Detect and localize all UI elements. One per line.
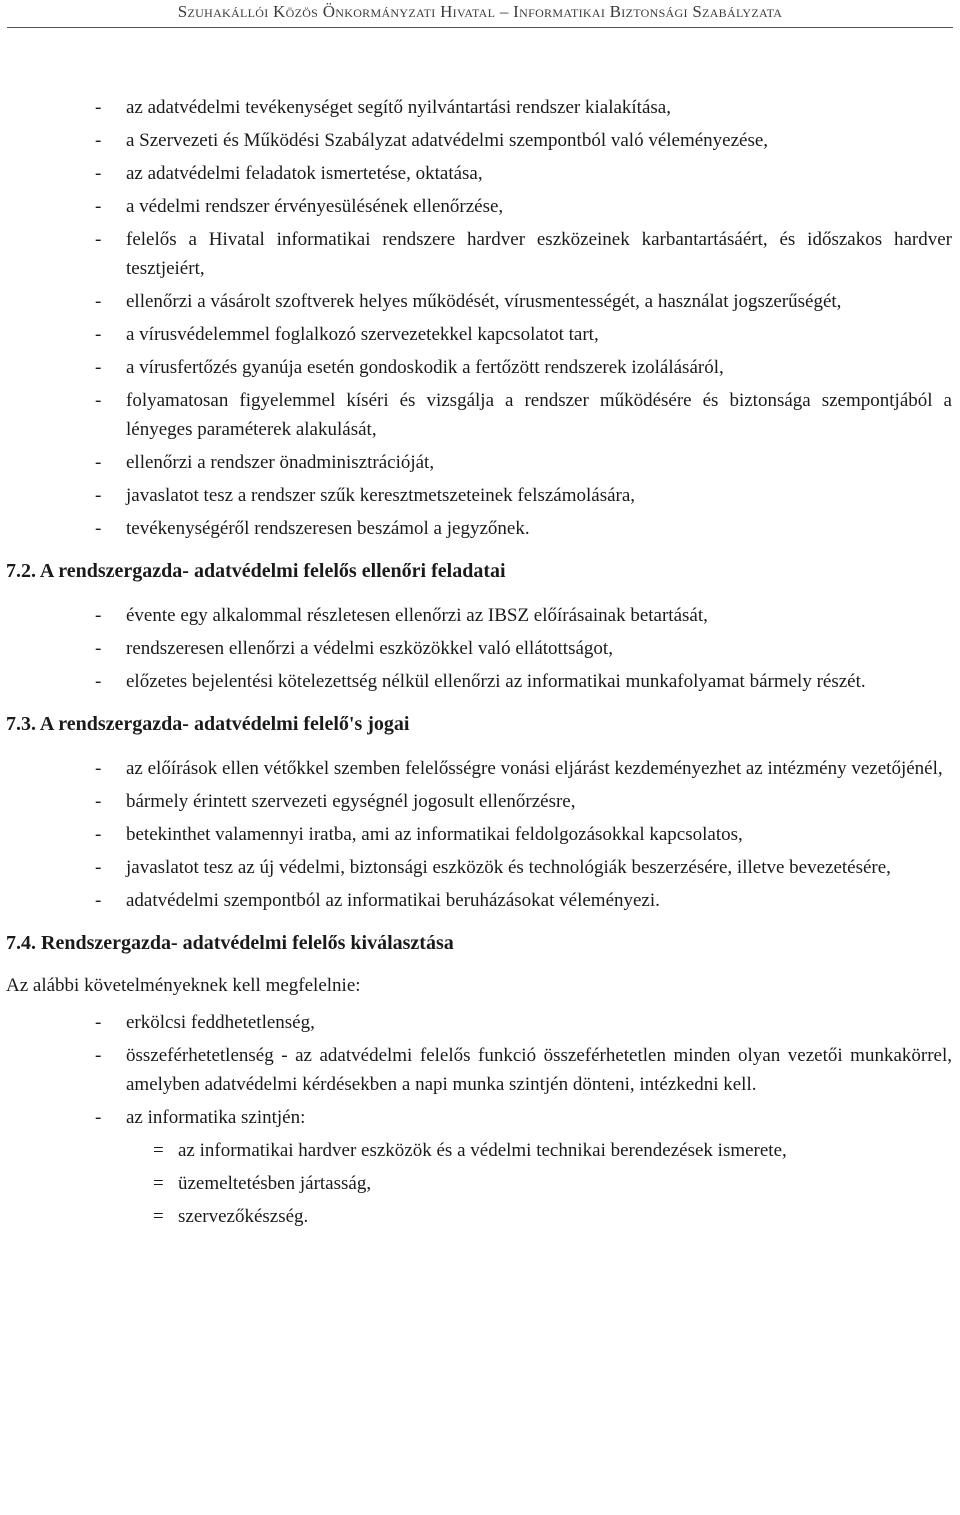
list-item-text: az előírások ellen vétőkkel szemben felelősségre vonási eljárást kezdeményezhet az intézmény vezetőjénél, — [126, 758, 943, 779]
sub-list-item-text: szervezőkészség. — [178, 1206, 309, 1227]
bullet-dash: - — [95, 196, 102, 217]
list-item-text: bármely érintett szervezeti egységnél jogosult ellenőrzésre, — [126, 791, 576, 812]
list-item — [0, 601, 960, 630]
list-item-text: betekinthet valamennyi iratba, ami az informatikai feldolgozásokkal kapcsolatos, — [126, 824, 743, 845]
list-item-text: az adatvédelmi feladatok ismertetése, oktatása, — [126, 163, 483, 184]
list-item-text: a védelmi rendszer érvényesülésének ellenőrzése, — [126, 196, 504, 217]
list-item — [0, 1008, 960, 1037]
bullet-dash: - — [95, 163, 102, 184]
sub-list-item-text: üzemeltetésben jártasság, — [178, 1173, 372, 1194]
section-intro: Az alábbi követelményeknek kell megfelelnie: — [6, 975, 361, 996]
list-7-2 — [0, 601, 960, 696]
list-item — [0, 1041, 960, 1099]
list-item-text: erkölcsi feddhetetlenség, — [126, 1012, 315, 1033]
bullet-dash: - — [95, 291, 102, 312]
list-item-text: a Szervezeti és Működési Szabályzat adatvédelmi szempontból való véleményezése, — [126, 130, 769, 151]
bullet-dash: - — [95, 671, 102, 692]
list-item-text: folyamatosan figyelemmel kíséri és vizsgálja a rendszer működésére és biztonsága szempontjából a lényeges paraméterek alakulását, — [126, 390, 952, 440]
list-item — [0, 225, 960, 283]
bullet-dash: - — [95, 1107, 102, 1128]
list-7-3 — [0, 754, 960, 915]
list-item — [0, 1103, 960, 1132]
list-item — [0, 93, 960, 122]
list-item — [0, 820, 960, 849]
page-header: Szuhakállói Közös Önkormányzati Hivatal – Informatikai Biztonsági Szabályzata — [177, 2, 783, 21]
list-item-text: felelős a Hivatal informatikai rendszere hardver eszközeinek karbantartásáért, és időszakos hardver tesztjeiért, — [126, 229, 952, 279]
list-item-text: ellenőrzi a rendszer önadminisztrációját, — [126, 452, 435, 473]
bullet-dash: - — [95, 357, 102, 378]
bullet-dash: - — [95, 452, 102, 473]
list-item-text: javaslatot tesz az új védelmi, biztonsági eszközök és technológiák beszerzésére, illetve bevezetésére, — [126, 857, 891, 878]
list-item-text: az adatvédelmi tevékenységet segítő nyilvántartási rendszer kialakítása, — [126, 97, 671, 118]
bullet-dash: - — [95, 1045, 102, 1066]
list-item — [0, 159, 960, 188]
list-item-text: tevékenységéről rendszeresen beszámol a jegyzőnek. — [126, 518, 530, 539]
sub-list-item-text: az informatikai hardver eszközök és a védelmi technikai berendezések ismerete, — [178, 1140, 787, 1161]
list-item — [0, 754, 960, 783]
list-item-text: rendszeresen ellenőrzi a védelmi eszközökkel való ellátottságot, — [126, 638, 613, 659]
list-7-1 — [0, 93, 960, 543]
section-heading-7-2: 7.2. A rendszergazda- adatvédelmi felelős ellenőri feladatai — [6, 560, 506, 582]
list-item — [0, 126, 960, 155]
header-divider — [7, 27, 953, 28]
bullet-dash: - — [95, 758, 102, 779]
sub-list-item — [0, 1136, 960, 1165]
bullet-dash: - — [95, 518, 102, 539]
section-heading-7-3: 7.3. A rendszergazda- adatvédelmi felelő's jogai — [6, 713, 410, 735]
list-item — [0, 481, 960, 510]
bullet-dash: - — [95, 857, 102, 878]
list-item — [0, 886, 960, 915]
bullet-dash: - — [95, 638, 102, 659]
bullet-dash: - — [95, 824, 102, 845]
list-item-text: javaslatot tesz a rendszer szűk keresztmetszeteinek felszámolására, — [126, 485, 636, 506]
list-item-text: évente egy alkalommal részletesen ellenőrzi az IBSZ előírásainak betartását, — [126, 605, 708, 626]
section-heading-7-4: 7.4. Rendszergazda- adatvédelmi felelős kiválasztása — [6, 932, 454, 954]
bullet-dash: - — [95, 390, 102, 411]
sub-list-item — [0, 1169, 960, 1198]
list-item — [0, 192, 960, 221]
list-item-text: előzetes bejelentési kötelezettség nélkül ellenőrzi az informatikai munkafolyamat bármely részét. — [126, 671, 866, 692]
list-item-text: a vírusfertőzés gyanúja esetén gondoskodik a fertőzött rendszerek izolálásáról, — [126, 357, 724, 378]
list-item — [0, 320, 960, 349]
bullet-equals: = — [153, 1173, 164, 1194]
list-item-text: adatvédelmi szempontból az informatikai beruházásokat véleményezi. — [126, 890, 660, 911]
bullet-dash: - — [95, 605, 102, 626]
bullet-dash: - — [95, 890, 102, 911]
bullet-dash: - — [95, 324, 102, 345]
document-body — [0, 93, 960, 1235]
list-item — [0, 667, 960, 696]
list-item-text: összeférhetetlenség - az adatvédelmi felelős funkció összeférhetetlen minden olyan vezetői munkakörrel, amelyben adatvédelmi kérdésekben a napi munka szintjén dönteni, intézkedni kell. — [126, 1045, 952, 1095]
list-item — [0, 287, 960, 316]
list-item — [0, 386, 960, 444]
list-item — [0, 787, 960, 816]
list-item — [0, 634, 960, 663]
sub-list-item — [0, 1202, 960, 1231]
bullet-equals: = — [153, 1206, 164, 1227]
list-item — [0, 514, 960, 543]
bullet-dash: - — [95, 485, 102, 506]
list-item — [0, 353, 960, 382]
list-item-text: az informatika szintjén: — [126, 1107, 306, 1128]
bullet-dash: - — [95, 97, 102, 118]
bullet-dash: - — [95, 130, 102, 151]
list-item-text: a vírusvédelemmel foglalkozó szervezetekkel kapcsolatot tart, — [126, 324, 599, 345]
list-item — [0, 853, 960, 882]
list-item-text: ellenőrzi a vásárolt szoftverek helyes működését, vírusmentességét, a használat jogszerűségét, — [126, 291, 842, 312]
list-7-4 — [0, 1008, 960, 1231]
bullet-dash: - — [95, 229, 102, 250]
bullet-dash: - — [95, 1012, 102, 1033]
bullet-equals: = — [153, 1140, 164, 1161]
list-item — [0, 448, 960, 477]
bullet-dash: - — [95, 791, 102, 812]
